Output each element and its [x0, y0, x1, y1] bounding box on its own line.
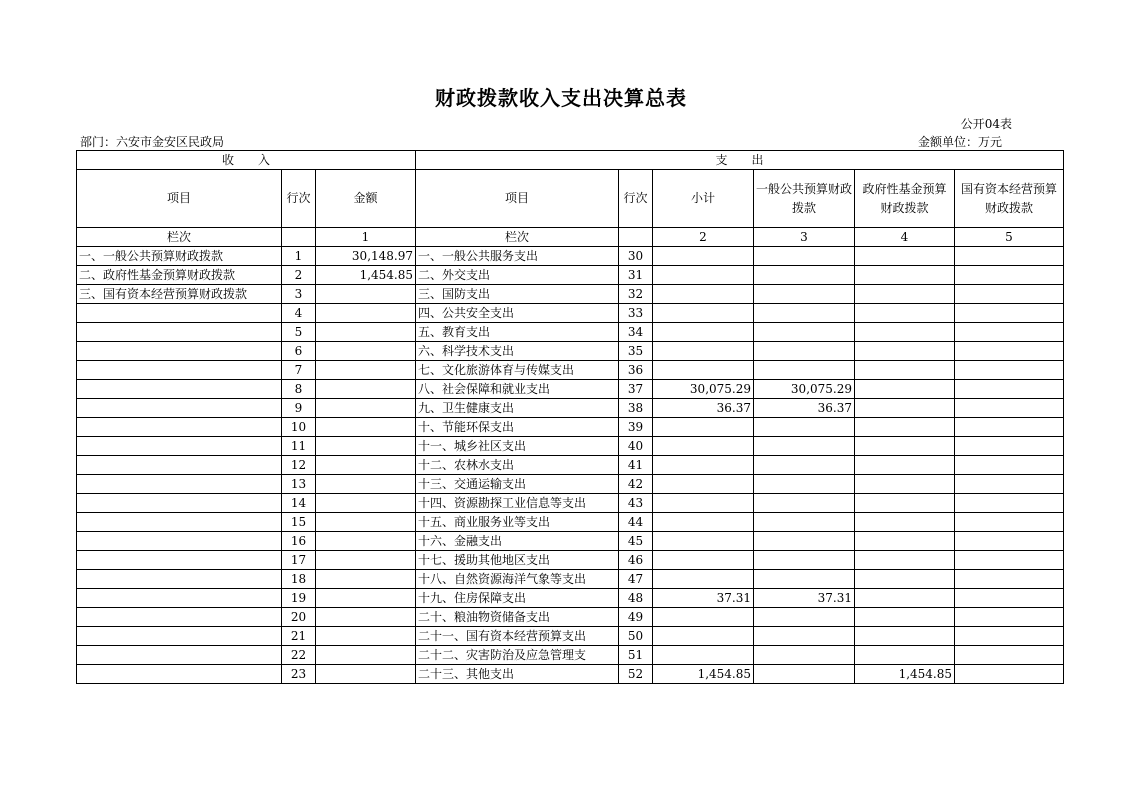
column-number-row [77, 228, 1064, 247]
income-item-cell [77, 665, 282, 684]
state-capital-cell [955, 342, 1064, 361]
expense-line-no-cell: 32 [619, 285, 653, 304]
general-budget-cell: 30,075.29 [754, 380, 855, 399]
table-row [77, 399, 1064, 418]
expense-item-cell: 一、一般公共服务支出 [416, 247, 619, 266]
subtotal-cell [653, 456, 754, 475]
government-fund-cell [855, 627, 955, 646]
expense-item-cell: 十四、资源勘探工业信息等支出 [416, 494, 619, 513]
income-line-no-cell: 10 [282, 418, 316, 437]
col-header-income-amount: 金额 [316, 170, 416, 228]
state-capital-cell [955, 627, 1064, 646]
department-label: 部门：六安市金安区民政局 [80, 135, 225, 149]
income-line-no-cell: 2 [282, 266, 316, 285]
expense-line-no-cell: 39 [619, 418, 653, 437]
state-capital-cell [955, 551, 1064, 570]
state-capital-cell [955, 437, 1064, 456]
table-row [77, 456, 1064, 475]
general-budget-cell [754, 342, 855, 361]
state-capital-cell [955, 323, 1064, 342]
subtotal-cell [653, 323, 754, 342]
general-budget-cell [754, 494, 855, 513]
income-amount-cell [316, 646, 416, 665]
budget-table [76, 150, 1064, 684]
state-capital-cell [955, 665, 1064, 684]
expense-item-cell: 四、公共安全支出 [416, 304, 619, 323]
income-line-no-cell: 19 [282, 589, 316, 608]
income-amount-cell: 1,454.85 [316, 266, 416, 285]
expense-section-header: 支 出 [416, 151, 1064, 170]
subtotal-cell [653, 342, 754, 361]
income-line-no-cell: 11 [282, 437, 316, 456]
income-item-cell: 三、国有资本经营预算财政拨款 [77, 285, 282, 304]
column-number-blank [282, 228, 316, 247]
income-line-no-cell: 16 [282, 532, 316, 551]
expense-line-no-cell: 41 [619, 456, 653, 475]
government-fund-cell [855, 304, 955, 323]
general-budget-cell [754, 361, 855, 380]
state-capital-cell [955, 608, 1064, 627]
income-item-cell [77, 361, 282, 380]
expense-line-no-cell: 33 [619, 304, 653, 323]
table-row [77, 532, 1064, 551]
general-budget-cell [754, 608, 855, 627]
column-number-blank [619, 228, 653, 247]
expense-line-no-cell: 30 [619, 247, 653, 266]
column-number-3: 3 [754, 228, 855, 247]
state-capital-cell [955, 589, 1064, 608]
subtotal-cell: 36.37 [653, 399, 754, 418]
income-item-cell [77, 627, 282, 646]
general-budget-cell [754, 570, 855, 589]
income-line-no-cell: 5 [282, 323, 316, 342]
expense-item-cell: 三、国防支出 [416, 285, 619, 304]
general-budget-cell [754, 323, 855, 342]
col-header-income-item: 项目 [77, 170, 282, 228]
col-header-general-budget: 一般公共预算财政拨款 [754, 170, 855, 228]
government-fund-cell [855, 285, 955, 304]
expense-item-cell: 二十一、国有资本经营预算支出 [416, 627, 619, 646]
column-header-row [77, 170, 1064, 228]
expense-line-no-cell: 38 [619, 399, 653, 418]
state-capital-cell [955, 399, 1064, 418]
general-budget-cell [754, 247, 855, 266]
expense-line-no-cell: 37 [619, 380, 653, 399]
expense-line-no-cell: 51 [619, 646, 653, 665]
expense-item-cell: 二十二、灾害防治及应急管理支 [416, 646, 619, 665]
table-row [77, 627, 1064, 646]
government-fund-cell [855, 608, 955, 627]
expense-item-cell: 二十三、其他支出 [416, 665, 619, 684]
subtotal-cell [653, 304, 754, 323]
general-budget-cell [754, 475, 855, 494]
table-row [77, 380, 1064, 399]
income-amount-cell [316, 627, 416, 646]
general-budget-cell: 36.37 [754, 399, 855, 418]
government-fund-cell [855, 551, 955, 570]
income-amount-cell [316, 513, 416, 532]
general-budget-cell [754, 627, 855, 646]
expense-item-cell: 六、科学技术支出 [416, 342, 619, 361]
income-line-no-cell: 17 [282, 551, 316, 570]
expense-item-cell: 十七、援助其他地区支出 [416, 551, 619, 570]
table-row [77, 247, 1064, 266]
general-budget-cell [754, 456, 855, 475]
column-number-4: 4 [855, 228, 955, 247]
subtotal-cell [653, 494, 754, 513]
expense-line-no-cell: 52 [619, 665, 653, 684]
expense-line-no-cell: 50 [619, 627, 653, 646]
subtotal-cell [653, 646, 754, 665]
income-item-cell: 一、一般公共预算财政拨款 [77, 247, 282, 266]
state-capital-cell [955, 646, 1064, 665]
section-header-row [77, 151, 1064, 170]
table-row [77, 589, 1064, 608]
income-amount-cell [316, 342, 416, 361]
table-row [77, 608, 1064, 627]
subtotal-cell [653, 361, 754, 380]
expense-line-no-cell: 42 [619, 475, 653, 494]
table-row [77, 475, 1064, 494]
income-item-cell [77, 380, 282, 399]
government-fund-cell [855, 589, 955, 608]
government-fund-cell [855, 399, 955, 418]
subtotal-cell: 37.31 [653, 589, 754, 608]
general-budget-cell [754, 513, 855, 532]
column-number-label: 栏次 [77, 228, 282, 247]
expense-line-no-cell: 48 [619, 589, 653, 608]
expense-item-cell: 七、文化旅游体育与传媒支出 [416, 361, 619, 380]
general-budget-cell [754, 665, 855, 684]
income-item-cell [77, 475, 282, 494]
table-row [77, 418, 1064, 437]
col-header-expense-item: 项目 [416, 170, 619, 228]
income-item-cell [77, 399, 282, 418]
income-line-no-cell: 23 [282, 665, 316, 684]
expense-item-cell: 十五、商业服务业等支出 [416, 513, 619, 532]
government-fund-cell [855, 513, 955, 532]
subtotal-cell: 30,075.29 [653, 380, 754, 399]
income-amount-cell: 30,148.97 [316, 247, 416, 266]
subtotal-cell [653, 532, 754, 551]
general-budget-cell [754, 304, 855, 323]
income-section-header: 收 入 [77, 151, 416, 170]
government-fund-cell: 1,454.85 [855, 665, 955, 684]
income-line-no-cell: 3 [282, 285, 316, 304]
subtotal-cell [653, 266, 754, 285]
table-row [77, 570, 1064, 589]
income-amount-cell [316, 456, 416, 475]
expense-item-cell: 二十、粮油物资储备支出 [416, 608, 619, 627]
subtotal-cell [653, 513, 754, 532]
table-row [77, 361, 1064, 380]
state-capital-cell [955, 380, 1064, 399]
government-fund-cell [855, 323, 955, 342]
income-amount-cell [316, 532, 416, 551]
government-fund-cell [855, 380, 955, 399]
general-budget-cell [754, 646, 855, 665]
expense-line-no-cell: 49 [619, 608, 653, 627]
income-amount-cell [316, 437, 416, 456]
income-item-cell: 二、政府性基金预算财政拨款 [77, 266, 282, 285]
general-budget-cell [754, 266, 855, 285]
table-row [77, 551, 1064, 570]
state-capital-cell [955, 304, 1064, 323]
subtotal-cell [653, 418, 754, 437]
income-amount-cell [316, 323, 416, 342]
expense-item-cell: 十二、农林水支出 [416, 456, 619, 475]
government-fund-cell [855, 646, 955, 665]
general-budget-cell [754, 551, 855, 570]
state-capital-cell [955, 456, 1064, 475]
column-number-5: 5 [955, 228, 1064, 247]
expense-line-no-cell: 43 [619, 494, 653, 513]
expense-line-no-cell: 47 [619, 570, 653, 589]
table-row [77, 665, 1064, 684]
general-budget-cell: 37.31 [754, 589, 855, 608]
income-line-no-cell: 21 [282, 627, 316, 646]
state-capital-cell [955, 266, 1064, 285]
expense-item-cell: 十六、金融支出 [416, 532, 619, 551]
table-row [77, 513, 1064, 532]
income-item-cell [77, 494, 282, 513]
col-header-income-line-no: 行次 [282, 170, 316, 228]
subtotal-cell [653, 608, 754, 627]
form-number: 公开04表 [960, 117, 1012, 131]
expense-item-cell: 二、外交支出 [416, 266, 619, 285]
government-fund-cell [855, 456, 955, 475]
expense-item-cell: 九、卫生健康支出 [416, 399, 619, 418]
expense-item-cell: 十一、城乡社区支出 [416, 437, 619, 456]
income-amount-cell [316, 570, 416, 589]
expense-item-cell: 十三、交通运输支出 [416, 475, 619, 494]
column-number-1: 1 [316, 228, 416, 247]
subtotal-cell: 1,454.85 [653, 665, 754, 684]
general-budget-cell [754, 285, 855, 304]
table-row [77, 323, 1064, 342]
col-header-government-fund: 政府性基金预算财政拨款 [855, 170, 955, 228]
table-row [77, 266, 1064, 285]
income-line-no-cell: 9 [282, 399, 316, 418]
government-fund-cell [855, 266, 955, 285]
general-budget-cell [754, 418, 855, 437]
income-item-cell [77, 418, 282, 437]
government-fund-cell [855, 532, 955, 551]
government-fund-cell [855, 247, 955, 266]
state-capital-cell [955, 532, 1064, 551]
expense-line-no-cell: 34 [619, 323, 653, 342]
income-amount-cell [316, 589, 416, 608]
table-row [77, 437, 1064, 456]
amount-unit-label: 金额单位：万元 [917, 135, 1002, 149]
income-item-cell [77, 323, 282, 342]
income-amount-cell [316, 304, 416, 323]
income-line-no-cell: 14 [282, 494, 316, 513]
income-item-cell [77, 437, 282, 456]
government-fund-cell [855, 494, 955, 513]
expense-line-no-cell: 35 [619, 342, 653, 361]
income-amount-cell [316, 361, 416, 380]
state-capital-cell [955, 475, 1064, 494]
income-amount-cell [316, 285, 416, 304]
state-capital-cell [955, 570, 1064, 589]
income-item-cell [77, 304, 282, 323]
income-item-cell [77, 532, 282, 551]
table-row [77, 646, 1064, 665]
income-line-no-cell: 6 [282, 342, 316, 361]
column-number-2: 2 [653, 228, 754, 247]
income-line-no-cell: 7 [282, 361, 316, 380]
page-title: 财政拨款收入支出决算总表 [435, 86, 687, 110]
subtotal-cell [653, 437, 754, 456]
col-header-state-capital: 国有资本经营预算财政拨款 [955, 170, 1064, 228]
government-fund-cell [855, 437, 955, 456]
expense-item-cell: 十九、住房保障支出 [416, 589, 619, 608]
general-budget-cell [754, 532, 855, 551]
income-item-cell [77, 646, 282, 665]
income-item-cell [77, 513, 282, 532]
col-header-subtotal: 小计 [653, 170, 754, 228]
income-amount-cell [316, 608, 416, 627]
subtotal-cell [653, 627, 754, 646]
government-fund-cell [855, 342, 955, 361]
income-amount-cell [316, 665, 416, 684]
government-fund-cell [855, 475, 955, 494]
income-item-cell [77, 456, 282, 475]
state-capital-cell [955, 513, 1064, 532]
income-line-no-cell: 22 [282, 646, 316, 665]
expense-item-cell: 十、节能环保支出 [416, 418, 619, 437]
table-row [77, 342, 1064, 361]
subtotal-cell [653, 570, 754, 589]
expense-line-no-cell: 44 [619, 513, 653, 532]
income-amount-cell [316, 399, 416, 418]
state-capital-cell [955, 494, 1064, 513]
income-amount-cell [316, 418, 416, 437]
expense-item-cell: 五、教育支出 [416, 323, 619, 342]
income-line-no-cell: 8 [282, 380, 316, 399]
expense-line-no-cell: 45 [619, 532, 653, 551]
income-line-no-cell: 18 [282, 570, 316, 589]
government-fund-cell [855, 570, 955, 589]
general-budget-cell [754, 437, 855, 456]
income-line-no-cell: 1 [282, 247, 316, 266]
col-header-expense-line-no: 行次 [619, 170, 653, 228]
income-line-no-cell: 13 [282, 475, 316, 494]
expense-item-cell: 十八、自然资源海洋气象等支出 [416, 570, 619, 589]
income-item-cell [77, 570, 282, 589]
state-capital-cell [955, 418, 1064, 437]
expense-line-no-cell: 31 [619, 266, 653, 285]
subtotal-cell [653, 551, 754, 570]
income-line-no-cell: 15 [282, 513, 316, 532]
expense-item-cell: 八、社会保障和就业支出 [416, 380, 619, 399]
subtotal-cell [653, 247, 754, 266]
government-fund-cell [855, 418, 955, 437]
income-line-no-cell: 12 [282, 456, 316, 475]
table-row [77, 494, 1064, 513]
income-item-cell [77, 589, 282, 608]
column-number-expense-label: 栏次 [416, 228, 619, 247]
state-capital-cell [955, 361, 1064, 380]
income-line-no-cell: 4 [282, 304, 316, 323]
table-row [77, 285, 1064, 304]
subtotal-cell [653, 285, 754, 304]
state-capital-cell [955, 285, 1064, 304]
expense-line-no-cell: 40 [619, 437, 653, 456]
government-fund-cell [855, 361, 955, 380]
income-amount-cell [316, 475, 416, 494]
income-amount-cell [316, 380, 416, 399]
income-item-cell [77, 342, 282, 361]
income-item-cell [77, 551, 282, 570]
income-item-cell [77, 608, 282, 627]
income-amount-cell [316, 551, 416, 570]
state-capital-cell [955, 247, 1064, 266]
expense-line-no-cell: 46 [619, 551, 653, 570]
table-row [77, 304, 1064, 323]
income-line-no-cell: 20 [282, 608, 316, 627]
subtotal-cell [653, 475, 754, 494]
expense-line-no-cell: 36 [619, 361, 653, 380]
income-amount-cell [316, 494, 416, 513]
